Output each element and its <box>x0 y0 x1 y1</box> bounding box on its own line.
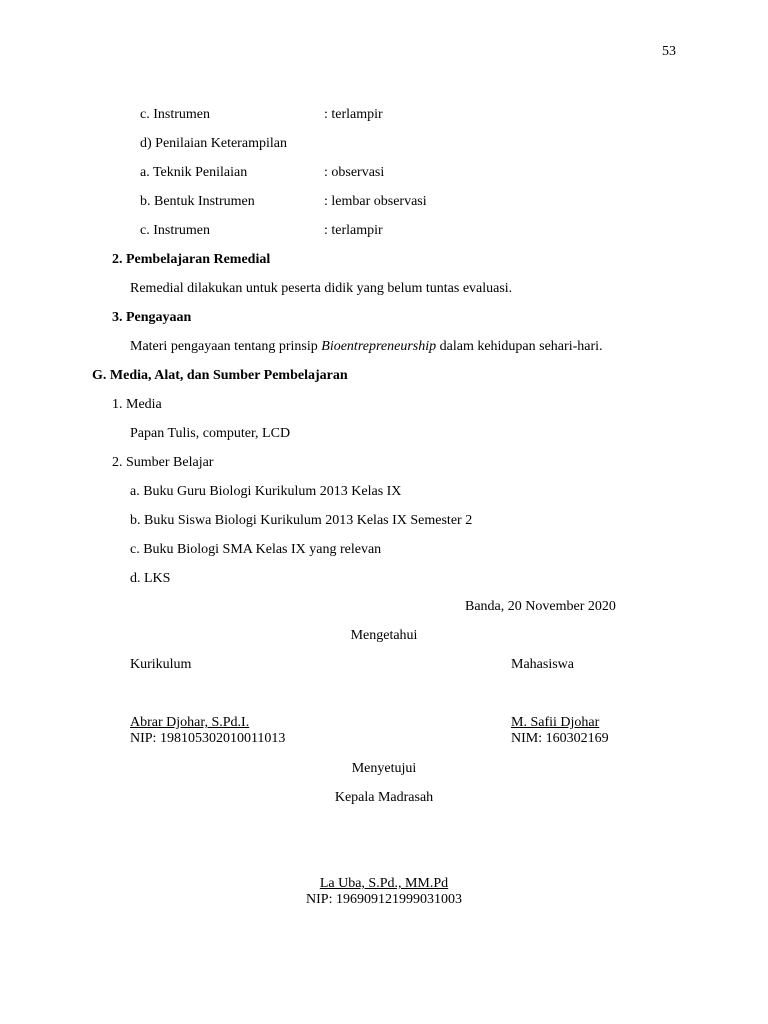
instrument-label-2: c. Instrumen <box>140 223 210 238</box>
technique-value: : observasi <box>324 165 385 180</box>
remedial-text: Remedial dilakukan untuk peserta didik yang belum tuntas evaluasi. <box>130 281 513 296</box>
media-text: Papan Tulis, computer, LCD <box>130 426 291 441</box>
right-signer-role: Mahasiswa <box>511 657 574 672</box>
sources-label: 2. Sumber Belajar <box>112 455 214 470</box>
enrichment-heading: 3. Pengayaan <box>112 310 192 325</box>
instrument-value-2: : terlampir <box>324 223 383 238</box>
head-signer-name: La Uba, S.Pd., MM.Pd <box>319 876 449 891</box>
acknowledged-label: Mengetahui <box>350 628 418 643</box>
enrichment-text-italic: Bioentrepreneurship <box>321 339 437 354</box>
right-signer-id: NIM: 160302169 <box>511 731 609 746</box>
head-role: Kepala Madrasah <box>334 790 434 805</box>
technique-label: a. Teknik Penilaian <box>140 165 248 180</box>
media-label: 1. Media <box>112 397 162 412</box>
enrichment-text-start: Materi pengayaan tentang prinsip <box>130 339 322 354</box>
enrichment-text <box>130 339 603 355</box>
head-signer-id: NIP: 196909121999031003 <box>306 892 462 907</box>
enrichment-text-end: dalam kehidupan sehari-hari. <box>436 339 603 354</box>
source-item: a. Buku Guru Biologi Kurikulum 2013 Kelas IX <box>130 484 402 499</box>
source-item: b. Buku Siswa Biologi Kurikulum 2013 Kelas IX Semester 2 <box>130 513 473 528</box>
remedial-heading: 2. Pembelajaran Remedial <box>112 252 271 267</box>
approved-label: Menyetujui <box>351 761 417 776</box>
instrument-label: c. Instrumen <box>140 107 210 122</box>
form-label: b. Bentuk Instrumen <box>140 194 255 209</box>
skills-assessment-heading: d) Penilaian Keterampilan <box>140 136 287 151</box>
source-item: d. LKS <box>130 571 171 586</box>
right-signer-name: M. Safii Djohar <box>511 715 600 730</box>
left-signer-name: Abrar Djohar, S.Pd.I. <box>130 715 250 730</box>
source-item: c. Buku Biologi SMA Kelas IX yang relevan <box>130 542 382 557</box>
head-signer-name-row <box>0 876 768 892</box>
left-signer-id: NIP: 198105302010011013 <box>130 731 286 746</box>
instrument-value: : terlampir <box>324 107 383 122</box>
page-number: 53 <box>662 44 676 59</box>
left-signer-role: Kurikulum <box>130 657 192 672</box>
form-value: : lembar observasi <box>324 194 427 209</box>
section-g-heading: G. Media, Alat, dan Sumber Pembelajaran <box>92 368 348 383</box>
place-date: Banda, 20 November 2020 <box>465 599 616 614</box>
